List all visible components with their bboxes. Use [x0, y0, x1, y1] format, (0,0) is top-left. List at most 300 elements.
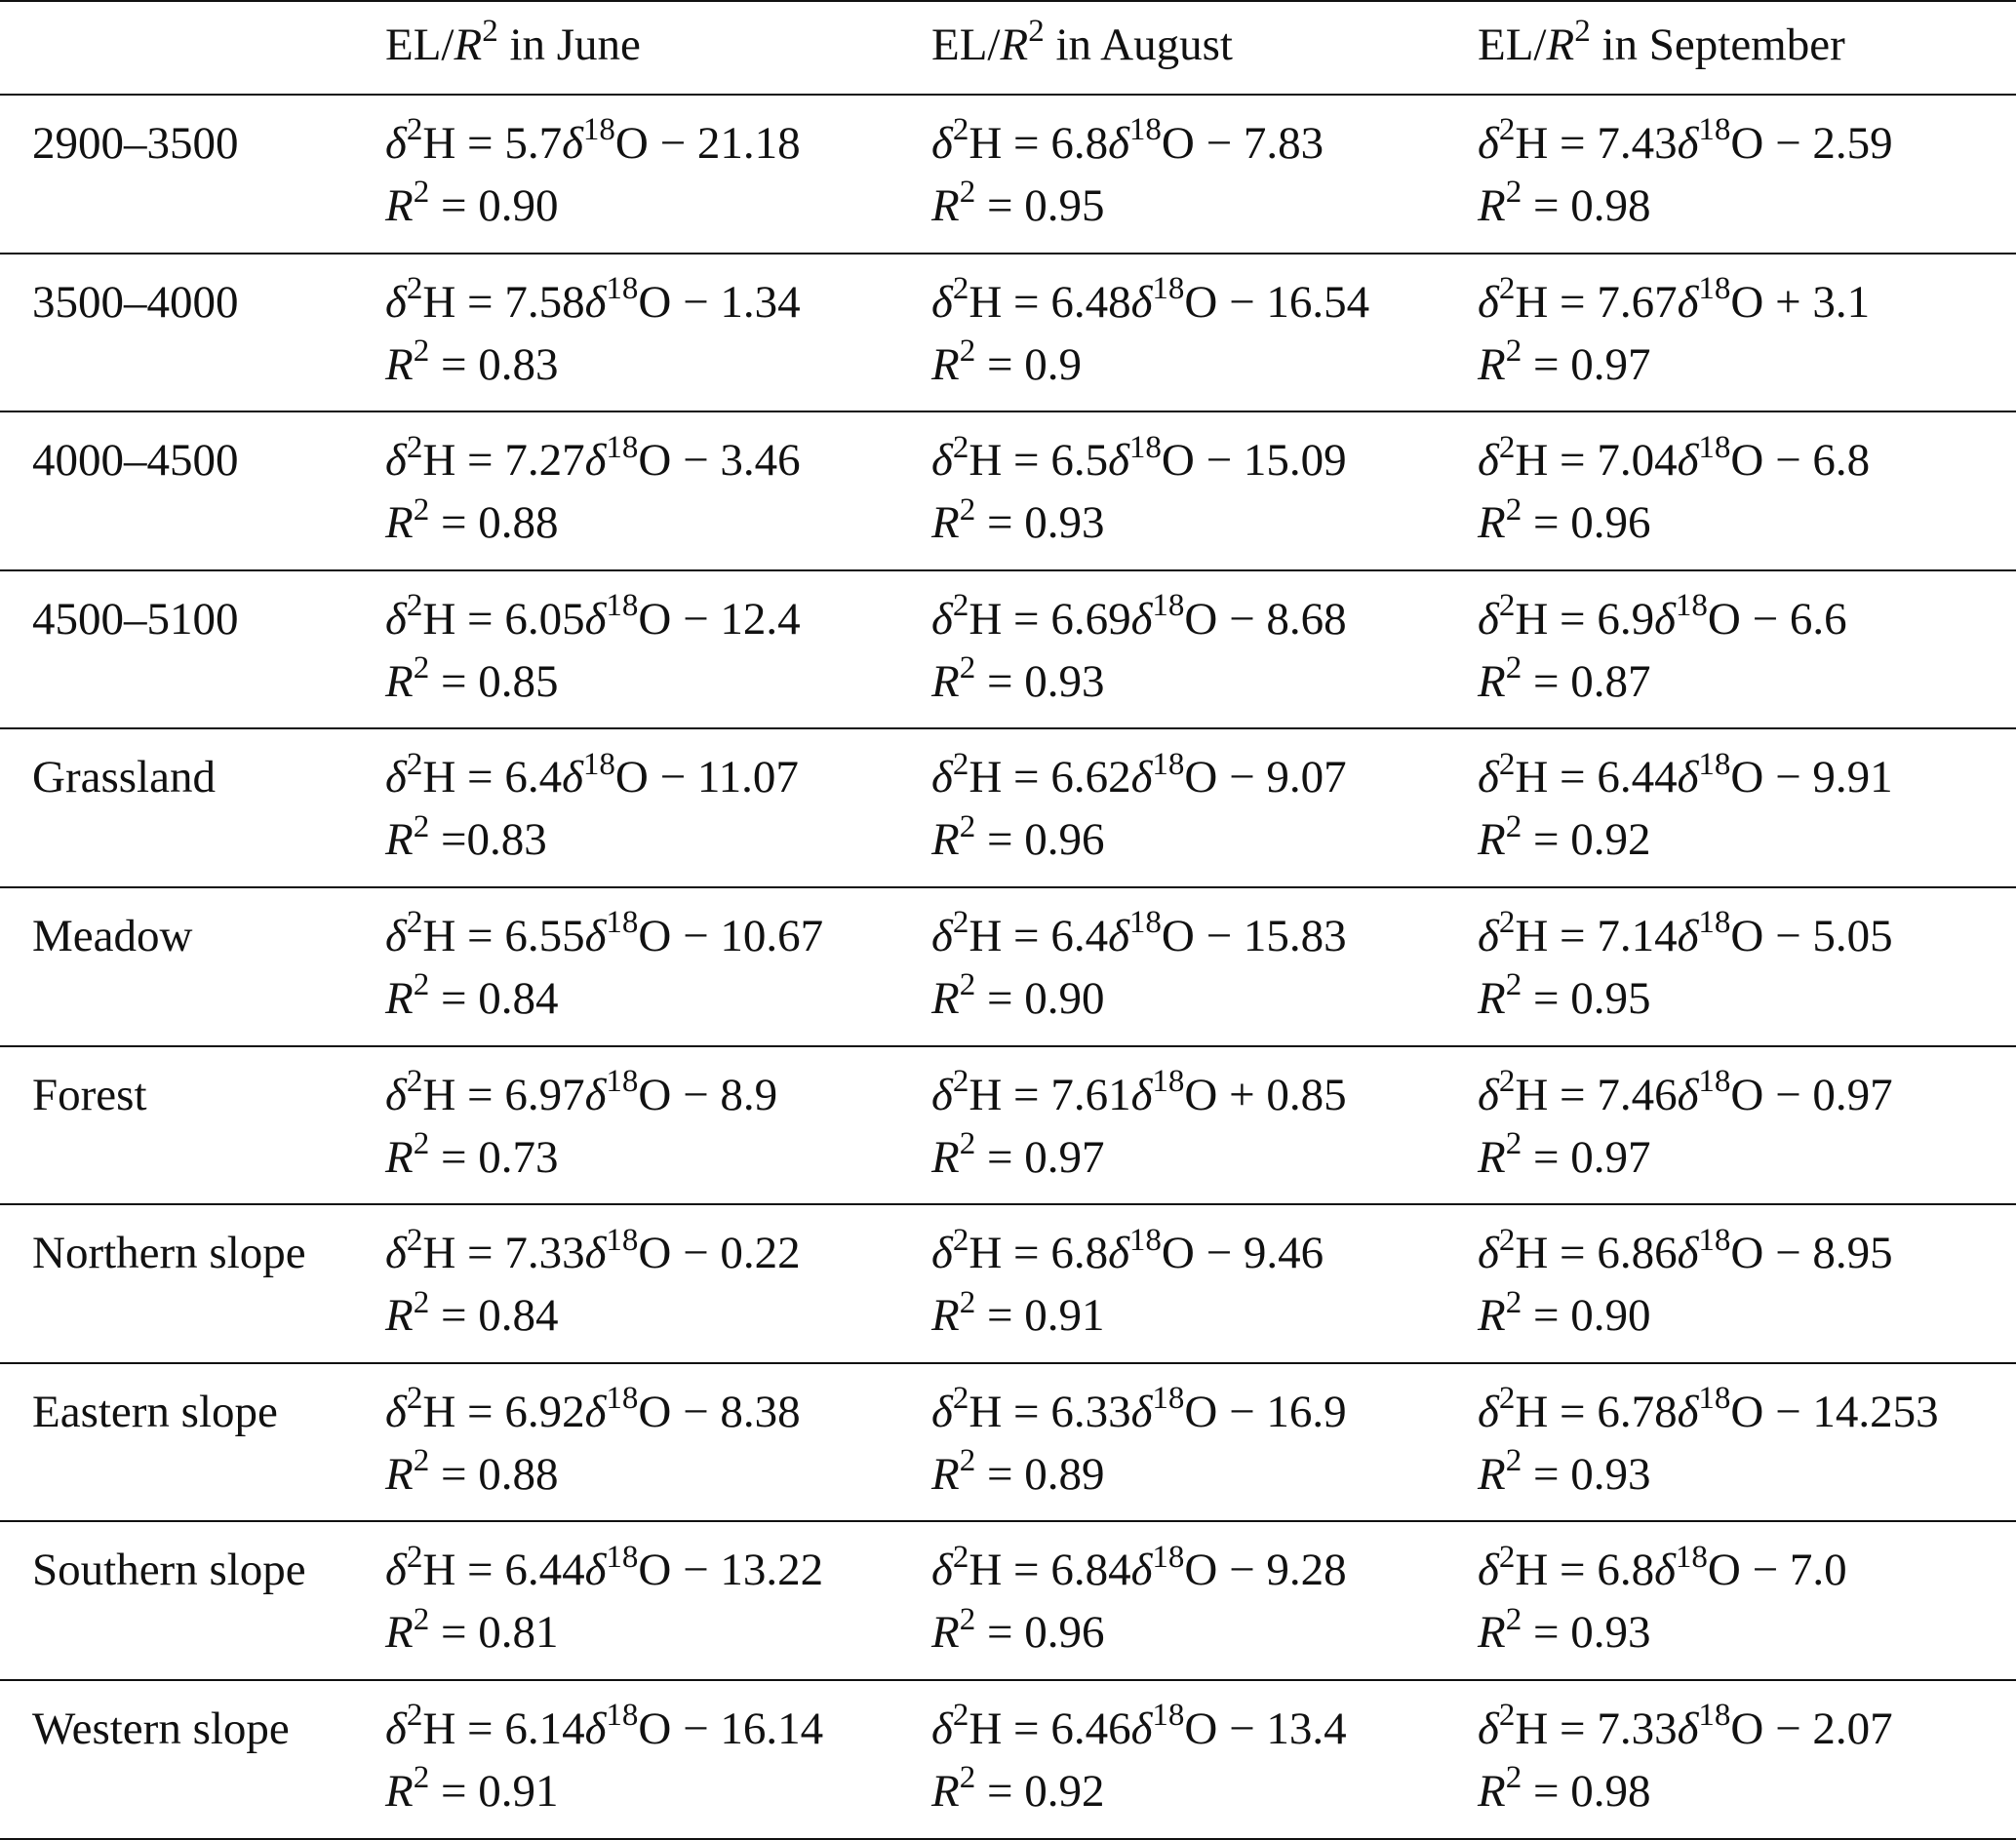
intercept-value: − 9.91 [1763, 752, 1893, 803]
sup-2: 2 [1505, 967, 1522, 1003]
equation-line: $\delta^2H = 7.43\delta^{18}O - 2.59$ [1478, 112, 1893, 169]
intercept-value: − 9.46 [1194, 1228, 1324, 1279]
r-squared-line [931, 333, 1082, 396]
r-squared-value: = 0.96 [1522, 497, 1651, 549]
r-squared-value: = 0.93 [1522, 1448, 1651, 1500]
regression-cell-june [385, 588, 801, 713]
r-symbol: R [931, 1290, 960, 1342]
r-squared-line [931, 808, 1104, 871]
delta-symbol: δ [1677, 911, 1699, 961]
sup-2: 2 [952, 1063, 969, 1099]
sup-2: 2 [413, 1443, 430, 1479]
equation-line: $\delta^2H = 7.33\delta^{18}O - 0.22$ [385, 1222, 801, 1279]
delta-symbol: δ [584, 276, 607, 328]
r-squared-line [1478, 650, 1650, 713]
header-june-text: in June [497, 20, 641, 70]
delta-symbol: δ [385, 118, 407, 169]
sup-2: 2 [952, 1222, 969, 1258]
sup-2: 2 [406, 1222, 423, 1258]
r-squared-line [1478, 1443, 1650, 1506]
r-squared-value: = 0.88 [429, 497, 559, 549]
delta-symbol: δ [1677, 1386, 1699, 1437]
sup-2: 2 [413, 1760, 430, 1796]
delta-symbol: δ [1478, 118, 1499, 169]
slope-value: 6.8 [1597, 1545, 1655, 1596]
intercept-value: − 11.07 [648, 752, 799, 803]
equation-line: $\delta^2H = 7.33\delta^{18}O - 2.07$ [1478, 1698, 1893, 1754]
sup-2: 2 [1498, 1222, 1516, 1258]
delta-symbol: δ [1130, 1703, 1153, 1754]
sup-18: 18 [606, 588, 639, 624]
equation-line: $\delta^2H = 6.86\delta^{18}O - 8.95$ [1478, 1222, 1893, 1279]
r-squared-value: = 0.95 [975, 180, 1105, 231]
regression-cell-aug [931, 1381, 1347, 1506]
regression-cell-aug [931, 1222, 1324, 1347]
sup-2: 2 [413, 333, 430, 369]
delta-symbol: δ [584, 1703, 607, 1754]
intercept-value: + 0.85 [1217, 1069, 1347, 1120]
delta-symbol: δ [385, 911, 407, 961]
regression-cell-aug [931, 1539, 1347, 1664]
delta-symbol: δ [584, 1228, 607, 1279]
row-label: Southern slope [32, 1545, 306, 1596]
intercept-value: − 13.22 [671, 1545, 824, 1596]
sup-2: 2 [1505, 1601, 1522, 1637]
regression-cell-sep [1478, 588, 1847, 713]
row-rule [0, 1203, 2016, 1205]
slope-value: 7.14 [1597, 911, 1678, 961]
delta-symbol: δ [1478, 1545, 1499, 1596]
sup-18: 18 [1698, 746, 1731, 782]
delta-symbol: δ [931, 118, 953, 169]
r-symbol: R [931, 1607, 960, 1659]
regression-cell-june [385, 1381, 801, 1506]
sup-2: 2 [1505, 1284, 1522, 1320]
slope-value: 7.33 [1597, 1703, 1678, 1754]
sup-18: 18 [606, 905, 639, 941]
regression-cell-june [385, 1222, 801, 1347]
sup-18: 18 [1152, 1539, 1185, 1575]
delta-symbol: δ [1677, 435, 1699, 487]
equation-line: $\delta^2H = 7.27\delta^{18}O - 3.46$ [385, 429, 801, 487]
r-squared-value: = 0.88 [429, 1448, 559, 1500]
regression-cell-sep [1478, 1539, 1847, 1664]
delta-symbol: δ [931, 752, 953, 803]
r-squared-line [1478, 808, 1650, 871]
intercept-value: − 16.9 [1217, 1386, 1347, 1437]
r-squared-line [931, 967, 1104, 1030]
r-squared-value: = 0.89 [975, 1448, 1105, 1500]
delta-symbol: δ [1130, 1545, 1153, 1596]
equation-line: $\delta^2H = 6.69\delta^{18}O - 8.68$ [931, 588, 1347, 645]
slope-value: 7.58 [504, 276, 585, 328]
regression-cell-june [385, 905, 823, 1030]
r-squared-value: = 0.97 [1522, 338, 1651, 390]
delta-symbol: δ [385, 1069, 407, 1120]
header-june-r: R [454, 20, 483, 70]
intercept-value: + 3.1 [1763, 276, 1871, 328]
intercept-value: − 21.18 [648, 118, 801, 169]
sup-2: 2 [413, 175, 430, 211]
slope-value: 6.14 [504, 1703, 585, 1754]
sup-2: 2 [406, 270, 423, 306]
sup-2: 2 [959, 175, 976, 211]
r-symbol: R [385, 814, 414, 866]
regression-cell-aug [931, 112, 1324, 237]
r-squared-line [385, 650, 558, 713]
row-rule [0, 1362, 2016, 1364]
header-september-text: in September [1590, 20, 1845, 70]
sup-2: 2 [1498, 429, 1516, 465]
sup-2: 2 [1498, 1381, 1516, 1417]
sup-2: 2 [952, 588, 969, 624]
sup-2: 2 [952, 1698, 969, 1734]
r-symbol: R [385, 1131, 414, 1183]
sup-2: 2 [952, 746, 969, 782]
sup-2: 2 [959, 967, 976, 1003]
sup-2: 2 [406, 588, 423, 624]
r-squared-value: = 0.92 [1522, 814, 1651, 866]
regression-cell-sep [1478, 1222, 1893, 1347]
header-august-prefix: EL/ [931, 20, 1001, 70]
row-label: Grassland [32, 752, 216, 803]
r-squared-value: = 0.90 [975, 973, 1105, 1024]
r-squared-value: = 0.96 [975, 1607, 1105, 1659]
sup-2: 2 [406, 1539, 423, 1575]
sup-2: 2 [1498, 112, 1516, 148]
sup-18: 18 [606, 270, 639, 306]
row-label: 2900–3500 [32, 118, 239, 169]
r-squared-value: = 0.83 [429, 338, 559, 390]
equation-line: $\delta^2H = 7.46\delta^{18}O - 0.97$ [1478, 1063, 1893, 1120]
equation-line: $\delta^2H = 7.61\delta^{18}O + 0.85$ [931, 1063, 1347, 1120]
sup-2: 2 [1498, 588, 1516, 624]
regression-cell-aug [931, 271, 1369, 396]
sup-2: 2 [1505, 650, 1522, 686]
sup-18: 18 [1698, 429, 1731, 465]
header-august [931, 14, 1233, 76]
delta-symbol: δ [931, 593, 953, 645]
r-squared-value: = 0.91 [429, 1766, 559, 1817]
r-squared-line [931, 1443, 1104, 1506]
sup-18: 18 [1698, 1698, 1731, 1734]
equation-line: $\delta^2H = 6.8\delta^{18}O - 7.83$ [931, 112, 1324, 169]
equation-line: $\delta^2H = 6.14\delta^{18}O - 16.14$ [385, 1698, 824, 1754]
regression-cell-june [385, 746, 799, 871]
sup-2: 2 [952, 270, 969, 306]
equation-line: $\delta^2H = 6.55\delta^{18}O - 10.67$ [385, 905, 824, 961]
delta-symbol: δ [1108, 1228, 1129, 1279]
equation-line: $\delta^2H = 6.84\delta^{18}O - 9.28$ [931, 1539, 1347, 1596]
intercept-value: − 0.22 [671, 1228, 801, 1279]
equation-line: $\delta^2H = 6.5\delta^{18}O - 15.09$ [931, 429, 1347, 487]
delta-symbol: δ [1654, 593, 1676, 645]
delta-symbol: δ [1130, 276, 1153, 328]
slope-value: 6.8 [1050, 1228, 1109, 1279]
intercept-value: − 13.4 [1217, 1703, 1347, 1754]
intercept-value: − 7.0 [1740, 1545, 1847, 1596]
slope-value: 6.44 [1597, 752, 1678, 803]
regression-cell-june [385, 1698, 823, 1822]
slope-value: 6.44 [504, 1545, 585, 1596]
sup-18: 18 [1698, 905, 1731, 941]
delta-symbol: δ [931, 435, 953, 487]
delta-symbol: δ [1478, 593, 1499, 645]
sup-18: 18 [606, 1063, 639, 1099]
r-symbol: R [1478, 973, 1506, 1024]
sup-2: 2 [959, 1760, 976, 1796]
sup-2: 2 [952, 429, 969, 465]
sup-2: 2 [413, 967, 430, 1003]
delta-symbol: δ [1108, 911, 1129, 961]
sup-2: 2 [406, 1063, 423, 1099]
r-squared-value: =0.83 [429, 814, 547, 866]
slope-value: 5.7 [504, 118, 563, 169]
equation-line: $\delta^2H = 6.8\delta^{18}O - 9.46$ [931, 1222, 1324, 1279]
row-rule [0, 886, 2016, 888]
delta-symbol: δ [931, 1069, 953, 1120]
row-rule [0, 1679, 2016, 1681]
intercept-value: − 9.28 [1217, 1545, 1347, 1596]
slope-value: 6.8 [1050, 118, 1109, 169]
header-september [1478, 14, 1845, 76]
intercept-value: − 3.46 [671, 435, 801, 487]
delta-symbol: δ [931, 1228, 953, 1279]
delta-symbol: δ [385, 1228, 407, 1279]
r-squared-value: = 0.96 [975, 814, 1105, 866]
r-squared-value: = 0.97 [975, 1131, 1105, 1183]
row-label: Northern slope [32, 1228, 306, 1279]
r-symbol: R [385, 180, 414, 231]
r-squared-line [385, 808, 547, 871]
regression-cell-sep [1478, 905, 1893, 1030]
slope-value: 6.46 [1050, 1703, 1131, 1754]
r-squared-value: = 0.84 [429, 1290, 559, 1342]
sup-18: 18 [1128, 112, 1162, 148]
sup-18: 18 [1152, 746, 1185, 782]
row-label: Western slope [32, 1703, 290, 1754]
equation-line: $\delta^2H = 6.33\delta^{18}O - 16.9$ [931, 1381, 1347, 1437]
header-september-r: R [1546, 20, 1575, 70]
r-symbol: R [1478, 814, 1506, 866]
r-squared-value: = 0.93 [975, 655, 1105, 707]
sup-18: 18 [606, 429, 639, 465]
equation-line: $\delta^2H = 6.4\delta^{18}O - 15.83$ [931, 905, 1347, 961]
sup-2: 2 [1498, 746, 1516, 782]
r-squared-value: = 0.97 [1522, 1131, 1651, 1183]
delta-symbol: δ [1478, 1703, 1499, 1754]
sup-2: 2 [1498, 1539, 1516, 1575]
delta-symbol: δ [1677, 1069, 1699, 1120]
r-squared-line [931, 1760, 1104, 1822]
r-symbol: R [931, 180, 960, 231]
row-rule [0, 727, 2016, 729]
sup-18: 18 [606, 1539, 639, 1575]
slope-value: 7.33 [504, 1228, 585, 1279]
header-september-sup: 2 [1574, 14, 1591, 50]
slope-value: 6.97 [504, 1069, 585, 1120]
r-squared-value: = 0.90 [429, 180, 559, 231]
r-squared-line [385, 1760, 558, 1822]
r-symbol: R [385, 1290, 414, 1342]
sup-18: 18 [606, 1381, 639, 1417]
sup-18: 18 [1675, 1539, 1708, 1575]
r-symbol: R [385, 338, 414, 390]
slope-value: 6.84 [1050, 1545, 1131, 1596]
row-label: 3500–4000 [32, 276, 239, 328]
sup-2: 2 [406, 1381, 423, 1417]
delta-symbol: δ [1478, 1069, 1499, 1120]
delta-symbol: δ [1654, 1545, 1676, 1596]
sup-18: 18 [1698, 1063, 1731, 1099]
delta-symbol: δ [1130, 593, 1153, 645]
delta-symbol: δ [931, 911, 953, 961]
sup-2: 2 [1505, 1760, 1522, 1796]
delta-symbol: δ [584, 435, 607, 487]
delta-symbol: δ [385, 752, 407, 803]
delta-symbol: δ [562, 118, 583, 169]
r-squared-value: = 0.98 [1522, 180, 1651, 231]
sup-2: 2 [413, 1601, 430, 1637]
sup-18: 18 [1152, 1698, 1185, 1734]
sup-2: 2 [413, 808, 430, 844]
slope-value: 6.48 [1050, 276, 1131, 328]
r-symbol: R [385, 973, 414, 1024]
row-rule [0, 569, 2016, 571]
r-squared-line [385, 333, 558, 396]
r-squared-line [1478, 333, 1650, 396]
delta-symbol: δ [931, 276, 953, 328]
r-symbol: R [1478, 1766, 1506, 1817]
header-august-r: R [1000, 20, 1029, 70]
slope-value: 6.69 [1050, 593, 1131, 645]
delta-symbol: δ [1130, 752, 1153, 803]
delta-symbol: δ [584, 911, 607, 961]
r-squared-value: = 0.84 [429, 973, 559, 1024]
delta-symbol: δ [385, 1703, 407, 1754]
r-squared-value: = 0.73 [429, 1131, 559, 1183]
sup-18: 18 [582, 746, 615, 782]
equation-line: $\delta^2H = 6.44\delta^{18}O - 9.91$ [1478, 746, 1893, 803]
equation-line: $\delta^2H = 6.62\delta^{18}O - 9.07$ [931, 746, 1347, 803]
r-squared-line [1478, 491, 1650, 554]
regression-cell-sep [1478, 271, 1870, 396]
intercept-value: − 2.59 [1763, 118, 1893, 169]
intercept-value: − 2.07 [1763, 1703, 1893, 1754]
sup-18: 18 [1152, 1381, 1185, 1417]
delta-symbol: δ [584, 1069, 607, 1120]
intercept-value: − 16.54 [1217, 276, 1370, 328]
sup-18: 18 [1152, 270, 1185, 306]
r-squared-line [385, 1443, 558, 1506]
slope-value: 6.86 [1597, 1228, 1678, 1279]
sup-2: 2 [959, 333, 976, 369]
sup-2: 2 [1505, 491, 1522, 528]
equation-line: $\delta^2H = 6.78\delta^{18}O - 14.253$ [1478, 1381, 1939, 1437]
sup-18: 18 [606, 1698, 639, 1734]
header-june [385, 14, 641, 76]
equation-line: $\delta^2H = 6.44\delta^{18}O - 13.22$ [385, 1539, 824, 1596]
sup-2: 2 [406, 905, 423, 941]
sup-2: 2 [406, 746, 423, 782]
sup-2: 2 [413, 1125, 430, 1161]
regression-cell-june [385, 1064, 777, 1189]
delta-symbol: δ [931, 1703, 953, 1754]
table-top-rule [0, 0, 2016, 2]
regression-cell-aug [931, 905, 1347, 1030]
regression-cell-aug [931, 588, 1347, 713]
sup-18: 18 [1698, 1381, 1731, 1417]
r-squared-line [385, 1284, 558, 1347]
delta-symbol: δ [1478, 1386, 1499, 1437]
row-rule [0, 1838, 2016, 1840]
r-squared-line [931, 175, 1104, 237]
slope-value: 6.05 [504, 593, 585, 645]
r-symbol: R [931, 1131, 960, 1183]
sup-2: 2 [1505, 175, 1522, 211]
header-august-sup: 2 [1028, 14, 1045, 50]
r-symbol: R [1478, 1607, 1506, 1659]
delta-symbol: δ [584, 593, 607, 645]
r-squared-line [1478, 1126, 1650, 1189]
r-squared-line [931, 650, 1104, 713]
slope-value: 7.61 [1050, 1069, 1131, 1120]
row-label: Meadow [32, 911, 193, 961]
equation-line: $\delta^2H = 6.97\delta^{18}O - 8.9$ [385, 1063, 778, 1120]
sup-2: 2 [952, 1381, 969, 1417]
row-label: Eastern slope [32, 1386, 278, 1437]
equation-line: $\delta^2H = 7.14\delta^{18}O - 5.05$ [1478, 905, 1893, 961]
delta-symbol: δ [1478, 276, 1499, 328]
sup-2: 2 [413, 1284, 430, 1320]
delta-symbol: δ [1677, 276, 1699, 328]
delta-symbol: δ [1677, 752, 1699, 803]
sup-2: 2 [959, 1601, 976, 1637]
row-label: 4000–4500 [32, 435, 239, 487]
slope-value: 6.33 [1050, 1386, 1131, 1437]
intercept-value: − 1.34 [671, 276, 801, 328]
regression-cell-sep [1478, 112, 1893, 237]
delta-symbol: δ [1478, 752, 1499, 803]
delta-symbol: δ [1130, 1386, 1153, 1437]
regression-cell-june [385, 429, 801, 554]
delta-symbol: δ [1478, 1228, 1499, 1279]
r-squared-value: = 0.98 [1522, 1766, 1651, 1817]
r-symbol: R [385, 1448, 414, 1500]
regression-cell-june [385, 112, 801, 237]
equation-line: $\delta^2H = 6.4\delta^{18}O - 11.07$ [385, 746, 799, 803]
equation-line: $\delta^2H = 6.46\delta^{18}O - 13.4$ [931, 1698, 1347, 1754]
delta-symbol: δ [931, 1545, 953, 1596]
intercept-value: − 8.68 [1217, 593, 1347, 645]
delta-symbol: δ [385, 593, 407, 645]
sup-2: 2 [959, 650, 976, 686]
equation-line: $\delta^2H = 6.05\delta^{18}O - 12.4$ [385, 588, 801, 645]
intercept-value: − 6.8 [1763, 435, 1871, 487]
sup-18: 18 [1698, 112, 1731, 148]
r-symbol: R [1478, 1131, 1506, 1183]
regression-cell-sep [1478, 429, 1870, 554]
delta-symbol: δ [584, 1386, 607, 1437]
intercept-value: − 14.253 [1763, 1386, 1939, 1437]
slope-value: 6.4 [504, 752, 563, 803]
r-symbol: R [1478, 497, 1506, 549]
header-rule [0, 94, 2016, 96]
sup-2: 2 [1498, 270, 1516, 306]
delta-symbol: δ [385, 1386, 407, 1437]
sup-18: 18 [1698, 270, 1731, 306]
equation-line: $\delta^2H = 7.04\delta^{18}O - 6.8$ [1478, 429, 1871, 487]
